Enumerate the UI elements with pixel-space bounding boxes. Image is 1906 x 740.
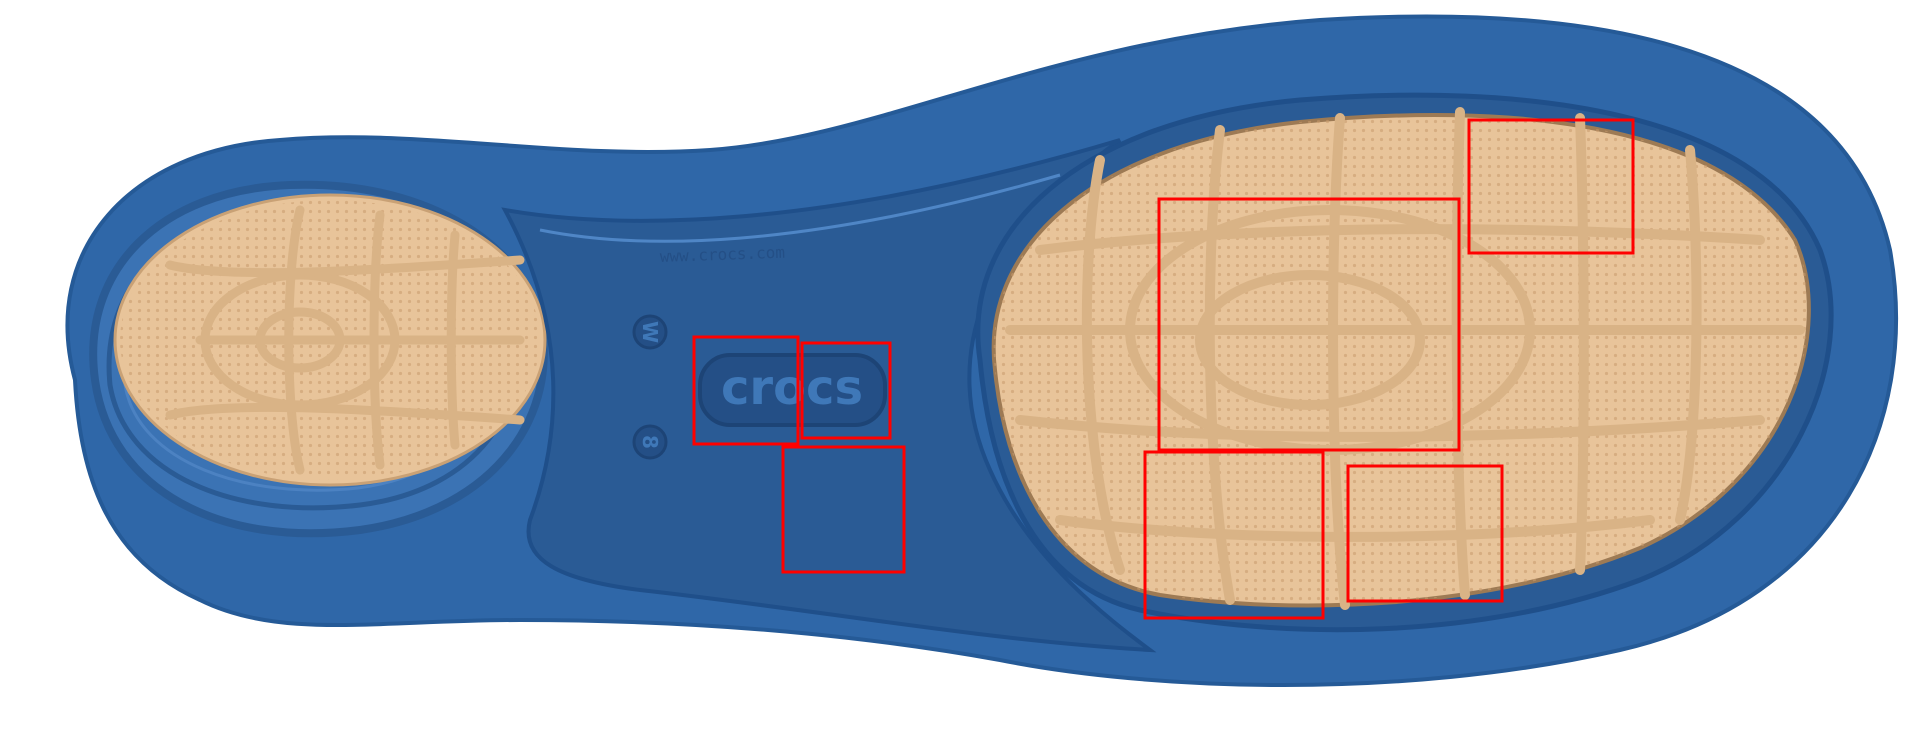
size-prefix-text: W <box>638 320 662 344</box>
website-text: www.crocs.com <box>659 242 786 266</box>
brand-logo <box>700 355 885 425</box>
brand-logo-text: crocs <box>720 360 864 416</box>
size-number-text: 8 <box>638 435 662 449</box>
